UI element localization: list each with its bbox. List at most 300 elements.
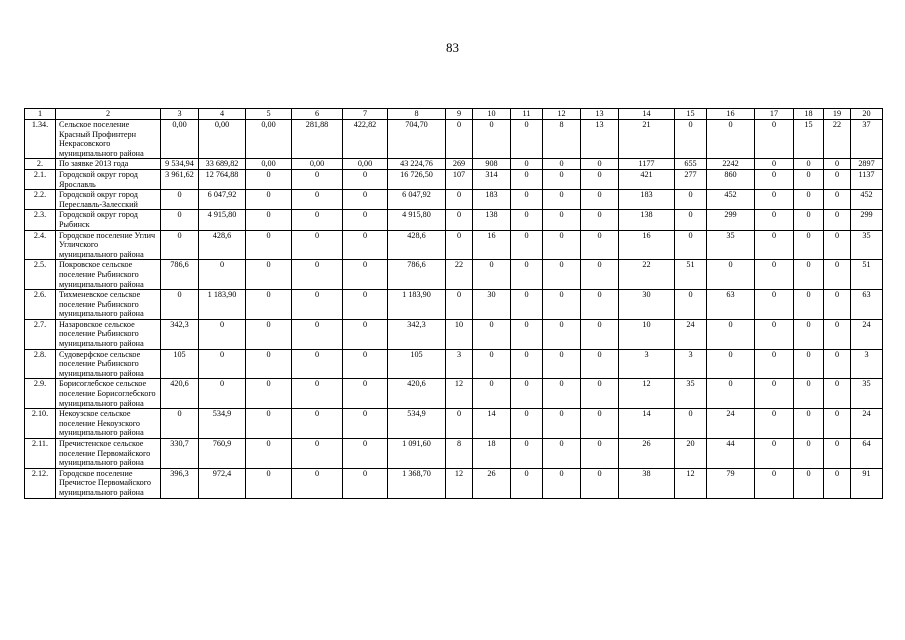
value-cell: 0 [794, 230, 824, 260]
value-cell: 0 [446, 290, 473, 320]
value-cell: 0 [246, 210, 292, 230]
value-cell: 24 [851, 409, 883, 439]
value-cell: 0 [707, 120, 755, 159]
header-row [25, 109, 883, 120]
value-cell: 0 [581, 210, 619, 230]
table-row [25, 159, 883, 170]
table-row [25, 409, 883, 439]
value-cell: 0 [581, 349, 619, 379]
value-cell: 0 [343, 349, 388, 379]
value-cell: 0 [543, 190, 581, 210]
header-cell: 4 [199, 109, 246, 120]
value-cell: 2242 [707, 159, 755, 170]
value-cell: 0 [824, 230, 851, 260]
value-cell: 0 [292, 439, 343, 469]
value-cell: 0 [343, 190, 388, 210]
value-cell: 8 [543, 120, 581, 159]
value-cell: 269 [446, 159, 473, 170]
value-cell: 0 [511, 190, 543, 210]
header-cell: 2 [56, 109, 161, 120]
value-cell: 0 [292, 349, 343, 379]
value-cell: 6 047,92 [388, 190, 446, 210]
value-cell: 12 [446, 468, 473, 498]
value-cell: 428,6 [388, 230, 446, 260]
value-cell: 0 [543, 439, 581, 469]
value-cell: 35 [851, 230, 883, 260]
value-cell: 0 [446, 210, 473, 230]
value-cell: 3 [619, 349, 675, 379]
value-cell: 107 [446, 169, 473, 189]
page-number: 83 [446, 40, 459, 55]
value-cell: 12 764,88 [199, 169, 246, 189]
value-cell: 10 [446, 319, 473, 349]
value-cell: 0 [581, 260, 619, 290]
row-name-cell: Сельское поселение Красный Профинтерн Некрасовского муниципального района [56, 120, 161, 159]
value-cell: 0 [675, 409, 707, 439]
value-cell: 0 [755, 159, 794, 170]
value-cell: 0 [246, 230, 292, 260]
value-cell: 0 [511, 159, 543, 170]
value-cell: 0 [343, 409, 388, 439]
value-cell: 0 [246, 290, 292, 320]
value-cell: 10 [619, 319, 675, 349]
row-name-cell: Городской округ город Ярославль [56, 169, 161, 189]
value-cell: 0 [473, 319, 511, 349]
value-cell: 12 [446, 379, 473, 409]
value-cell: 0 [755, 290, 794, 320]
value-cell: 37 [851, 120, 883, 159]
value-cell: 0 [343, 210, 388, 230]
value-cell: 0 [581, 409, 619, 439]
value-cell: 0 [794, 468, 824, 498]
value-cell: 0 [794, 210, 824, 230]
value-cell: 0 [755, 349, 794, 379]
value-cell: 14 [619, 409, 675, 439]
value-cell: 0 [543, 319, 581, 349]
row-name-cell: Некоузское сельское поселение Некоузского муниципального района [56, 409, 161, 439]
table-row [25, 439, 883, 469]
value-cell: 0 [794, 319, 824, 349]
header-cell: 10 [473, 109, 511, 120]
value-cell: 0 [581, 439, 619, 469]
value-cell: 0 [292, 379, 343, 409]
header-cell: 11 [511, 109, 543, 120]
header-cell: 6 [292, 109, 343, 120]
row-number-cell: 2.11. [25, 439, 56, 469]
value-cell: 13 [581, 120, 619, 159]
value-cell: 1 091,60 [388, 439, 446, 469]
value-cell: 0 [446, 120, 473, 159]
value-cell: 35 [851, 379, 883, 409]
value-cell: 26 [619, 439, 675, 469]
value-cell: 0 [446, 230, 473, 260]
value-cell: 0 [343, 379, 388, 409]
value-cell: 30 [619, 290, 675, 320]
value-cell: 0 [543, 468, 581, 498]
table-row [25, 190, 883, 210]
value-cell: 0 [511, 120, 543, 159]
header-cell: 8 [388, 109, 446, 120]
value-cell: 655 [675, 159, 707, 170]
row-number-cell: 2.8. [25, 349, 56, 379]
value-cell: 0 [824, 468, 851, 498]
value-cell: 760,9 [199, 439, 246, 469]
value-cell: 0 [755, 319, 794, 349]
value-cell: 0 [675, 190, 707, 210]
header-cell: 15 [675, 109, 707, 120]
value-cell: 3 961,62 [161, 169, 199, 189]
value-cell: 0 [581, 468, 619, 498]
value-cell: 0 [794, 159, 824, 170]
value-cell: 534,9 [388, 409, 446, 439]
header-cell: 3 [161, 109, 199, 120]
value-cell: 51 [675, 260, 707, 290]
value-cell: 0 [199, 349, 246, 379]
value-cell: 0 [199, 319, 246, 349]
value-cell: 24 [707, 409, 755, 439]
value-cell: 1 183,90 [388, 290, 446, 320]
value-cell: 0,00 [161, 120, 199, 159]
value-cell: 0,00 [292, 159, 343, 170]
value-cell: 0 [292, 290, 343, 320]
value-cell: 0 [675, 230, 707, 260]
value-cell: 0 [755, 169, 794, 189]
value-cell: 20 [675, 439, 707, 469]
value-cell: 0 [246, 319, 292, 349]
value-cell: 0 [246, 260, 292, 290]
value-cell: 0 [446, 409, 473, 439]
value-cell: 0 [707, 379, 755, 409]
value-cell: 1137 [851, 169, 883, 189]
value-cell: 138 [473, 210, 511, 230]
value-cell: 91 [851, 468, 883, 498]
value-cell: 0 [755, 230, 794, 260]
value-cell: 51 [851, 260, 883, 290]
value-cell: 0 [794, 379, 824, 409]
value-cell: 0 [824, 159, 851, 170]
value-cell: 0 [543, 409, 581, 439]
value-cell: 3 [675, 349, 707, 379]
value-cell: 21 [619, 120, 675, 159]
value-cell: 277 [675, 169, 707, 189]
value-cell: 0 [824, 439, 851, 469]
value-cell: 1 183,90 [199, 290, 246, 320]
value-cell: 428,6 [199, 230, 246, 260]
value-cell: 0 [755, 120, 794, 159]
value-cell: 299 [851, 210, 883, 230]
header-cell: 12 [543, 109, 581, 120]
value-cell: 452 [707, 190, 755, 210]
value-cell: 342,3 [388, 319, 446, 349]
value-cell: 0 [794, 349, 824, 379]
value-cell: 0,00 [343, 159, 388, 170]
header-cell: 7 [343, 109, 388, 120]
row-name-cell: Тихменевское сельское поселение Рыбинского муниципального района [56, 290, 161, 320]
value-cell: 9 534,94 [161, 159, 199, 170]
value-cell: 342,3 [161, 319, 199, 349]
value-cell: 0 [292, 169, 343, 189]
row-name-cell: Судоверфское сельское поселение Рыбинского муниципального района [56, 349, 161, 379]
value-cell: 0 [581, 159, 619, 170]
value-cell: 420,6 [388, 379, 446, 409]
table-row [25, 319, 883, 349]
value-cell: 421 [619, 169, 675, 189]
value-cell: 0 [246, 169, 292, 189]
value-cell: 22 [824, 120, 851, 159]
value-cell: 79 [707, 468, 755, 498]
value-cell: 1177 [619, 159, 675, 170]
value-cell: 4 915,80 [199, 210, 246, 230]
value-cell: 35 [675, 379, 707, 409]
row-number-cell: 1.34. [25, 120, 56, 159]
value-cell: 0 [581, 169, 619, 189]
value-cell: 105 [388, 349, 446, 379]
value-cell: 0,00 [246, 120, 292, 159]
value-cell: 0 [292, 260, 343, 290]
value-cell: 0 [794, 439, 824, 469]
value-cell: 0 [292, 210, 343, 230]
value-cell: 0 [292, 409, 343, 439]
row-name-cell: Городское поселение Углич Угличского муниципального района [56, 230, 161, 260]
table-row [25, 169, 883, 189]
value-cell: 0 [794, 260, 824, 290]
value-cell: 105 [161, 349, 199, 379]
value-cell: 4 915,80 [388, 210, 446, 230]
header-cell: 18 [794, 109, 824, 120]
value-cell: 0 [824, 349, 851, 379]
value-cell: 704,70 [388, 120, 446, 159]
header-cell: 14 [619, 109, 675, 120]
value-cell: 0 [794, 169, 824, 189]
value-cell: 33 689,82 [199, 159, 246, 170]
value-cell: 24 [675, 319, 707, 349]
value-cell: 0 [246, 349, 292, 379]
value-cell: 0 [161, 290, 199, 320]
value-cell: 0 [511, 409, 543, 439]
value-cell: 786,6 [388, 260, 446, 290]
value-cell: 0 [199, 260, 246, 290]
value-cell: 0,00 [199, 120, 246, 159]
value-cell: 0 [511, 169, 543, 189]
value-cell: 0 [343, 290, 388, 320]
value-cell: 0 [511, 260, 543, 290]
value-cell: 299 [707, 210, 755, 230]
value-cell: 0 [794, 290, 824, 320]
row-number-cell: 2.9. [25, 379, 56, 409]
row-number-cell: 2.2. [25, 190, 56, 210]
row-number-cell: 2.4. [25, 230, 56, 260]
value-cell: 0 [824, 290, 851, 320]
value-cell: 0 [543, 290, 581, 320]
value-cell: 0 [473, 260, 511, 290]
header-cell: 17 [755, 109, 794, 120]
value-cell: 972,4 [199, 468, 246, 498]
value-cell: 0 [824, 319, 851, 349]
row-name-cell: Пречистенское сельское поселение Первомайского муниципального района [56, 439, 161, 469]
row-name-cell: По заявке 2013 года [56, 159, 161, 170]
value-cell: 0 [824, 409, 851, 439]
value-cell: 1 368,70 [388, 468, 446, 498]
value-cell: 0 [543, 210, 581, 230]
value-cell: 12 [619, 379, 675, 409]
value-cell: 30 [473, 290, 511, 320]
row-number-cell: 2.7. [25, 319, 56, 349]
value-cell: 0 [161, 210, 199, 230]
value-cell: 0 [246, 190, 292, 210]
row-name-cell: Борисоглебское сельское поселение Борисоглебского муниципального района [56, 379, 161, 409]
value-cell: 0 [511, 319, 543, 349]
value-cell: 860 [707, 169, 755, 189]
value-cell: 0 [543, 349, 581, 379]
row-number-cell: 2.12. [25, 468, 56, 498]
row-number-cell: 2.1. [25, 169, 56, 189]
value-cell: 0 [707, 319, 755, 349]
value-cell: 0 [794, 409, 824, 439]
value-cell: 908 [473, 159, 511, 170]
value-cell: 0 [755, 439, 794, 469]
value-cell: 0 [755, 210, 794, 230]
value-cell: 0 [292, 190, 343, 210]
value-cell: 0 [543, 230, 581, 260]
value-cell: 0,00 [246, 159, 292, 170]
table-row [25, 468, 883, 498]
value-cell: 0 [292, 230, 343, 260]
value-cell: 14 [473, 409, 511, 439]
value-cell: 18 [473, 439, 511, 469]
value-cell: 183 [473, 190, 511, 210]
header-cell: 1 [25, 109, 56, 120]
header-cell: 5 [246, 109, 292, 120]
value-cell: 0 [246, 439, 292, 469]
header-cell: 16 [707, 109, 755, 120]
data-table [24, 108, 883, 499]
table-row [25, 120, 883, 159]
value-cell: 0 [511, 349, 543, 379]
value-cell: 24 [851, 319, 883, 349]
value-cell: 0 [161, 409, 199, 439]
value-cell: 63 [851, 290, 883, 320]
table-row [25, 230, 883, 260]
value-cell: 0 [446, 190, 473, 210]
value-cell: 6 047,92 [199, 190, 246, 210]
row-number-cell: 2.3. [25, 210, 56, 230]
value-cell: 0 [675, 120, 707, 159]
value-cell: 0 [343, 319, 388, 349]
value-cell: 0 [343, 439, 388, 469]
value-cell: 0 [543, 159, 581, 170]
value-cell: 0 [543, 379, 581, 409]
row-name-cell: Покровское сельское поселение Рыбинского муниципального района [56, 260, 161, 290]
value-cell: 0 [824, 190, 851, 210]
value-cell: 0 [543, 169, 581, 189]
value-cell: 0 [161, 230, 199, 260]
value-cell: 22 [446, 260, 473, 290]
value-cell: 43 224,76 [388, 159, 446, 170]
value-cell: 0 [824, 169, 851, 189]
table-row [25, 210, 883, 230]
value-cell: 0 [675, 210, 707, 230]
value-cell: 452 [851, 190, 883, 210]
value-cell: 420,6 [161, 379, 199, 409]
header-cell: 20 [851, 109, 883, 120]
row-number-cell: 2.10. [25, 409, 56, 439]
value-cell: 63 [707, 290, 755, 320]
value-cell: 396,3 [161, 468, 199, 498]
value-cell: 0 [343, 260, 388, 290]
value-cell: 0 [581, 290, 619, 320]
value-cell: 0 [755, 379, 794, 409]
table-body [25, 120, 883, 499]
row-name-cell: Городской округ город Переславль-Залесский [56, 190, 161, 210]
value-cell: 0 [581, 230, 619, 260]
header-cell: 9 [446, 109, 473, 120]
header-cell: 13 [581, 109, 619, 120]
value-cell: 0 [511, 290, 543, 320]
value-cell: 38 [619, 468, 675, 498]
value-cell: 3 [446, 349, 473, 379]
table-row [25, 349, 883, 379]
row-name-cell: Городской округ город Рыбинск [56, 210, 161, 230]
value-cell: 0 [755, 260, 794, 290]
row-number-cell: 2.6. [25, 290, 56, 320]
value-cell: 281,88 [292, 120, 343, 159]
value-cell: 22 [619, 260, 675, 290]
value-cell: 314 [473, 169, 511, 189]
value-cell: 0 [473, 349, 511, 379]
value-cell: 44 [707, 439, 755, 469]
value-cell: 0 [246, 409, 292, 439]
value-cell: 0 [473, 379, 511, 409]
value-cell: 0 [343, 169, 388, 189]
value-cell: 183 [619, 190, 675, 210]
value-cell: 0 [473, 120, 511, 159]
value-cell: 0 [581, 190, 619, 210]
table-row [25, 290, 883, 320]
table-row [25, 379, 883, 409]
value-cell: 0 [511, 230, 543, 260]
value-cell: 0 [511, 210, 543, 230]
value-cell: 0 [199, 379, 246, 409]
value-cell: 534,9 [199, 409, 246, 439]
row-number-cell: 2.5. [25, 260, 56, 290]
value-cell: 786,6 [161, 260, 199, 290]
row-number-cell: 2. [25, 159, 56, 170]
value-cell: 0 [292, 468, 343, 498]
value-cell: 0 [707, 349, 755, 379]
value-cell: 0 [755, 409, 794, 439]
value-cell: 138 [619, 210, 675, 230]
value-cell: 12 [675, 468, 707, 498]
value-cell: 422,82 [343, 120, 388, 159]
value-cell: 0 [246, 468, 292, 498]
value-cell: 0 [824, 379, 851, 409]
value-cell: 0 [343, 468, 388, 498]
value-cell: 0 [511, 439, 543, 469]
value-cell: 0 [246, 379, 292, 409]
value-cell: 64 [851, 439, 883, 469]
value-cell: 16 [473, 230, 511, 260]
value-cell: 0 [707, 260, 755, 290]
row-name-cell: Назаровское сельское поселение Рыбинского муниципального района [56, 319, 161, 349]
value-cell: 35 [707, 230, 755, 260]
value-cell: 0 [343, 230, 388, 260]
value-cell: 0 [581, 319, 619, 349]
value-cell: 0 [581, 379, 619, 409]
value-cell: 0 [161, 190, 199, 210]
value-cell: 16 [619, 230, 675, 260]
value-cell: 0 [755, 468, 794, 498]
value-cell: 0 [675, 290, 707, 320]
